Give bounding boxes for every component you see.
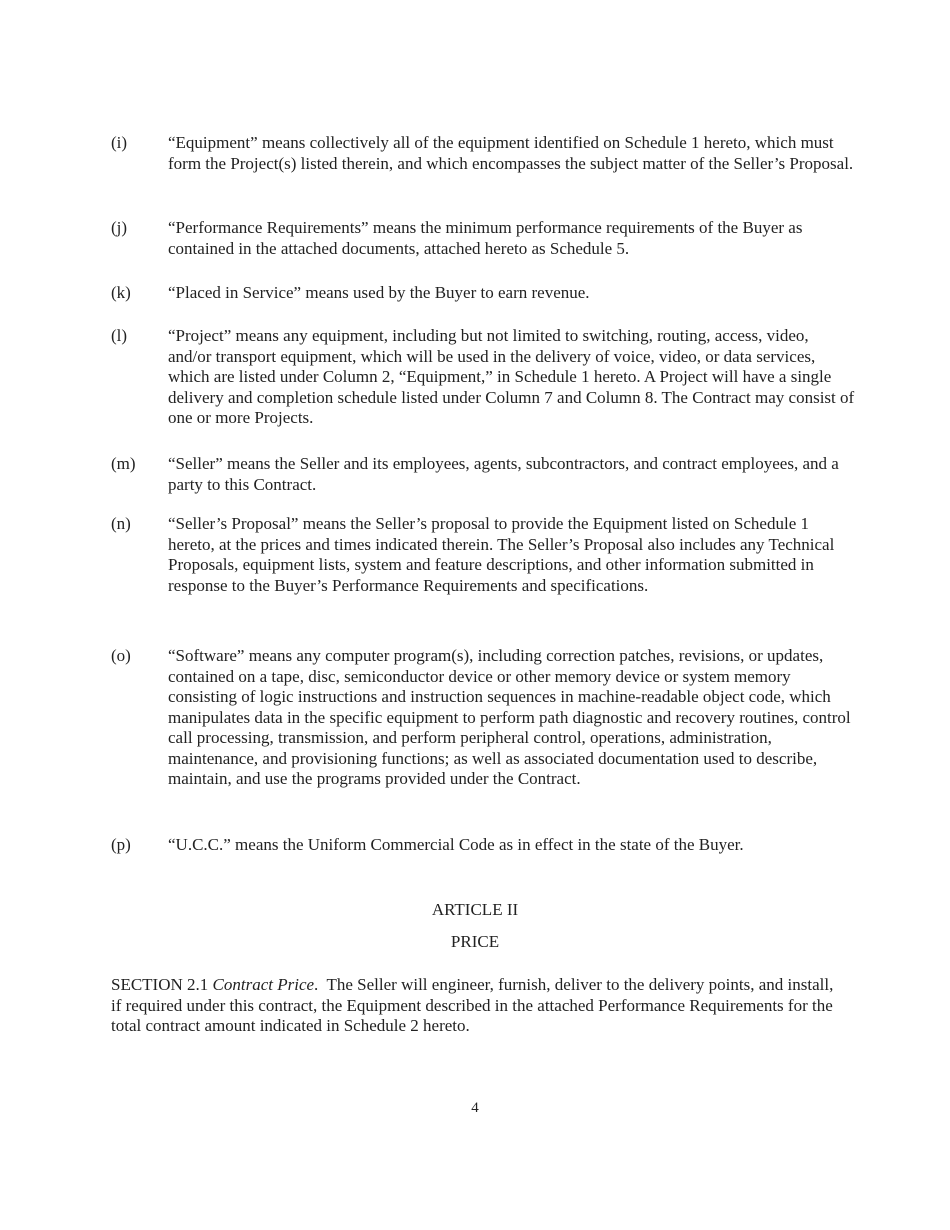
section-body: The Seller will engineer, furnish, deliver to the delivery points, and install, if required under this contract, the Equipment described in the attached Performance Requirements for the total contract amount indicated in Schedule 2 hereto. [111, 975, 838, 1035]
definition-text: “Equipment” means collectively all of the equipment identified on Schedule 1 hereto, which must form the Project(s) listed therein, and which encompasses the subject matter of the Seller’s Proposal. [168, 133, 854, 173]
definition-label: (p) [111, 835, 131, 854]
definition-l [111, 326, 856, 429]
definition-i [111, 133, 856, 174]
definition-k [111, 283, 856, 304]
definition-label: (n) [111, 514, 131, 533]
definition-text: “Seller” means the Seller and its employees, agents, subcontractors, and contract employees, and a party to this Contract. [168, 454, 839, 494]
page-number: 4 [471, 1100, 479, 1116]
article-title: PRICE [450, 932, 500, 951]
definition-text: “U.C.C.” means the Uniform Commercial Code as in effect in the state of the Buyer. [168, 835, 744, 854]
article-number: ARTICLE II [431, 900, 519, 919]
definition-label: (m) [111, 454, 136, 473]
definition-text: “Seller’s Proposal” means the Seller’s proposal to provide the Equipment listed on Schedule 1 hereto, at the prices and times indicated therein. The Seller’s Proposal also includes any Technical Proposals, equipment lists, system and feature descriptions, and other information submitted in response to the Buyer’s Performance Requirements and specifications. [168, 514, 835, 595]
definition-text: “Project” means any equipment, including but not limited to switching, routing, access, video, and/or transport equipment, which will be used in the delivery of voice, video, or data services, which are listed under Column 2, “Equipment,” in Schedule 1 hereto. A Project will have a single delivery and completion schedule listed under Column 7 and Column 8. The Contract may consist of one or more Projects. [168, 326, 855, 427]
definition-label: (i) [111, 133, 128, 152]
definition-label: (o) [111, 646, 131, 665]
definition-label: (l) [111, 326, 128, 345]
definition-label: (k) [111, 283, 131, 302]
definition-text: “Software” means any computer program(s), including correction patches, revisions, or updates, contained on a tape, disc, semiconductor device or other memory device or system memory consisting of logic instructions and instruction sequences in machine-readable object code, which manipulates data in the specific equipment to perform path diagnostic and recovery routines, control call processing, transmission, and perform peripheral control, operations, administration, maintenance, and provisioning functions; as well as associated documentation used to describe, maintain, and use the programs provided under the Contract. [168, 646, 851, 788]
definition-p [111, 835, 856, 856]
section-number: SECTION 2.1 [111, 975, 209, 994]
definition-text: “Performance Requirements” means the minimum performance requirements of the Buyer as contained in the attached documents, attached hereto as Schedule 5. [168, 218, 803, 258]
definition-j [111, 218, 856, 259]
definition-m [111, 454, 856, 495]
definition-o [111, 646, 856, 790]
section-title-suffix: . [314, 975, 319, 994]
section-title: Contract Price [212, 975, 315, 994]
definition-n [111, 514, 856, 596]
definition-text: “Placed in Service” means used by the Buyer to earn revenue. [168, 283, 590, 302]
section-2-1 [111, 975, 839, 1037]
definition-label: (j) [111, 218, 128, 237]
